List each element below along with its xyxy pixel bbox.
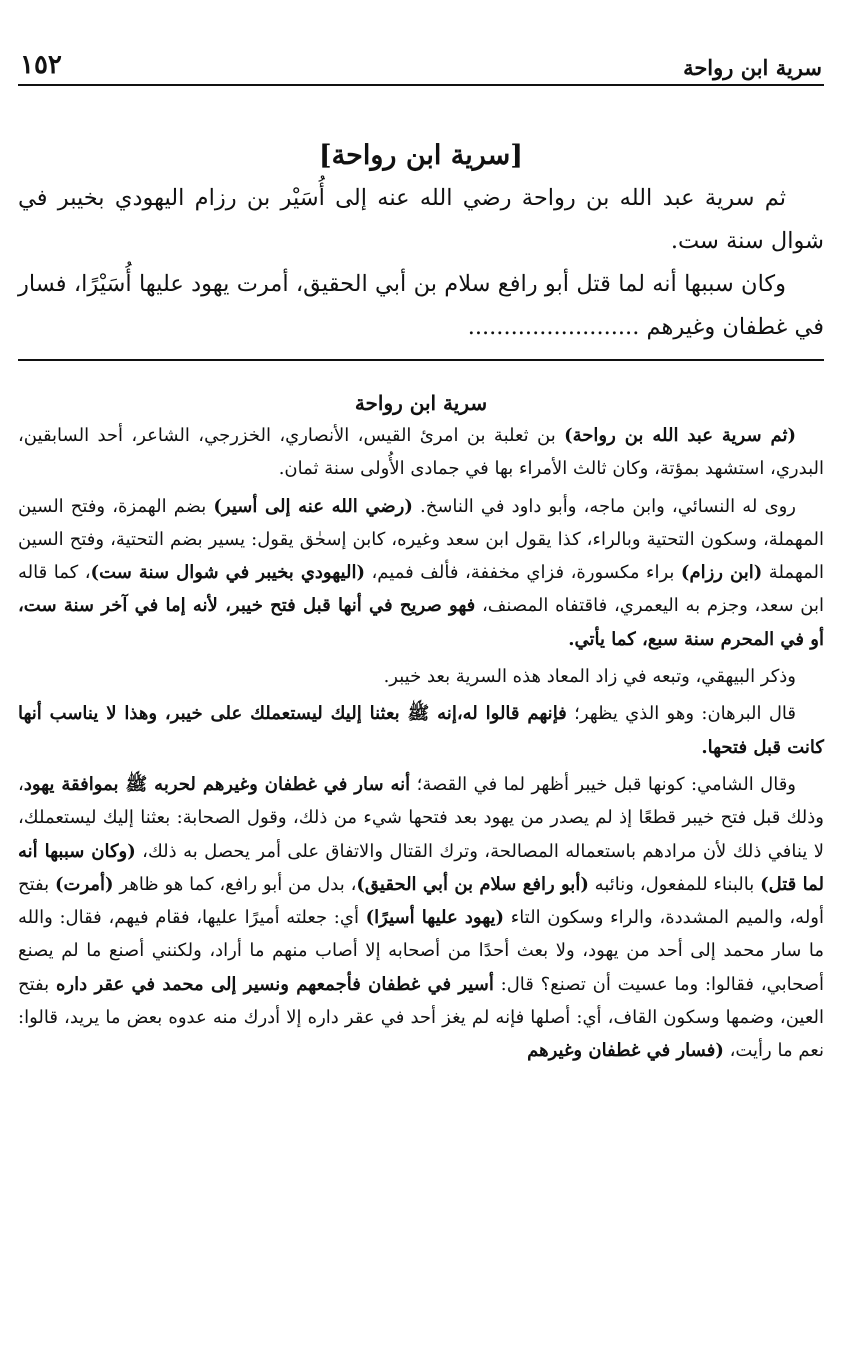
book-page	[18, 50, 824, 1350]
commentary-paragraph	[18, 768, 824, 1068]
commentary-text: براء مكسورة، فزاي مخففة، فألف فميم،	[364, 562, 681, 584]
commentary-section	[18, 391, 824, 1068]
commentary-paragraph	[18, 660, 824, 693]
main-text-sentence: وكان سببها أنه لما قتل أبو رافع سلام بن أبي الحقيق، أمرت يهود عليها أُسَيْرًا، فسار في غطفان وغيرهم	[18, 271, 824, 340]
section-divider	[18, 359, 824, 361]
quoted-text: (ابن رزام)	[680, 562, 763, 584]
commentary-text: بن ثعلبة بن امرئ القيس، الأنصاري، الخزرجي، الشاعر، أحد السابقين، البدري، استشهد بمؤتة، وكان ثالث الأمراء بها في جمادى الأُولى سنة ثمان.	[18, 425, 824, 480]
commentary-paragraph	[18, 697, 824, 764]
quoted-text: (يهود عليها أسيرًا)	[365, 907, 505, 929]
running-header	[18, 50, 824, 86]
commentary-text: أي: جعلته أميرًا عليها، فقام فيهم، فقال: والله ما سار محمد إلى أحد من يهود، ولا بعث أحدًا من أصحابه إلا أصاب منهم ما أراد، ولكنني أصنع ما لم يصنع أصحابي، فقالوا: وما عسيت أن تصنع؟ قال:	[18, 907, 824, 995]
commentary-text: قال البرهان: وهو الذي يظهر؛	[566, 703, 796, 725]
commentary-text: وذكر البيهقي، وتبعه في زاد المعاد هذه السرية بعد خيبر.	[383, 666, 796, 688]
commentary-paragraph	[18, 490, 824, 656]
commentary-text: بفتح أوله، والميم المشددة، والراء وسكون التاء	[18, 873, 824, 929]
main-text-heading: [سرية ابن رواحة]	[318, 140, 524, 171]
page-number: ١٥٢	[20, 50, 62, 80]
quoted-text: (رضي الله عنه إلى أسير)	[213, 495, 413, 517]
quoted-text: أنه سار في غطفان وغيرهم لحربه ﷺ بموافقة يهود	[23, 773, 411, 795]
commentary-text: وقال الشامي: كونها قبل خيبر أظهر لما في القصة؛	[410, 773, 796, 795]
commentary-text: بضم الهمزة، وفتح السين المهملة، وسكون التحتية وبالراء، كذا يقول ابن سعد وغيره، كابن إسحٰق يقول: يسير بضم التحتية، وفتح السين المهملة	[18, 495, 825, 584]
quoted-text: (فسار في غطفان وغيرهم	[527, 1040, 724, 1062]
quoted-text: (ثم سرية عبد الله بن رواحة)	[564, 425, 796, 446]
quoted-text: فهو صريح في أنها قبل فتح خيبر، لأنه إما في آخر سنة ست، أو في المحرم سنة سبع، كما يأتي.	[18, 595, 824, 650]
quoted-text: (أبو رافع سلام بن أبي الحقيق)	[356, 873, 589, 895]
commentary-heading: سرية ابن رواحة	[354, 391, 488, 415]
commentary-paragraph	[18, 419, 824, 486]
main-text-paragraph	[18, 263, 824, 349]
main-text-paragraph: ثم سرية عبد الله بن رواحة رضي الله عنه إلى أُسَيْر بن رزام اليهودي بخيبر في شوال سنة ست.	[18, 185, 824, 254]
quoted-text: (وكان سببها أنه لما قتل)	[18, 840, 824, 895]
quoted-text: (اليهودي بخيبر في شوال سنة ست)	[90, 562, 365, 584]
commentary-text: بفتح العين، وضمها وسكون القاف، أي: أصلها فإنه لم يغز أحد في عقر داره إلا أدرك منه عدوه بعض ما يريد، قالوا: نعم ما رأيت،	[18, 973, 825, 1062]
quoted-text: (أمرت)	[55, 873, 114, 895]
commentary-text: ، بدل من أبو رافع، كما هو ظاهر	[113, 873, 357, 895]
main-text-section	[18, 140, 824, 349]
continuation-dots: ........................	[467, 314, 640, 340]
commentary-text: بالبناء للمفعول، ونائبه	[588, 873, 761, 895]
quoted-text: فإنهم قالوا له،إنه ﷺ بعثنا إليك ليستعملك على خيبر، وهذا لا يناسب أنها كانت قبل فتحها.	[18, 703, 824, 758]
commentary-text: ، كما قاله ابن سعد، وجزم به اليعمري، فاقتفاه المصنف،	[18, 562, 825, 617]
running-title: سرية ابن رواحة	[683, 55, 822, 80]
commentary-text: روى له النسائي، وابن ماجه، وأبو داود في الناسخ.	[412, 495, 796, 517]
commentary-text: ، وذلك قبل فتح خيبر قطعًا إذ لم يصدر من يهود بعد فتحها شيء من ذلك، وقول الصحابة: بعثنا إليك ليستعملك، لا ينافي ذلك لأن مرادهم باستعماله المصالحة، وترك القتال والاتفاق على أمر يحصل به ذلك،	[18, 773, 824, 862]
quoted-text: أسير في غطفان فأجمعهم ونسير إلى محمد في عقر داره	[55, 973, 494, 995]
